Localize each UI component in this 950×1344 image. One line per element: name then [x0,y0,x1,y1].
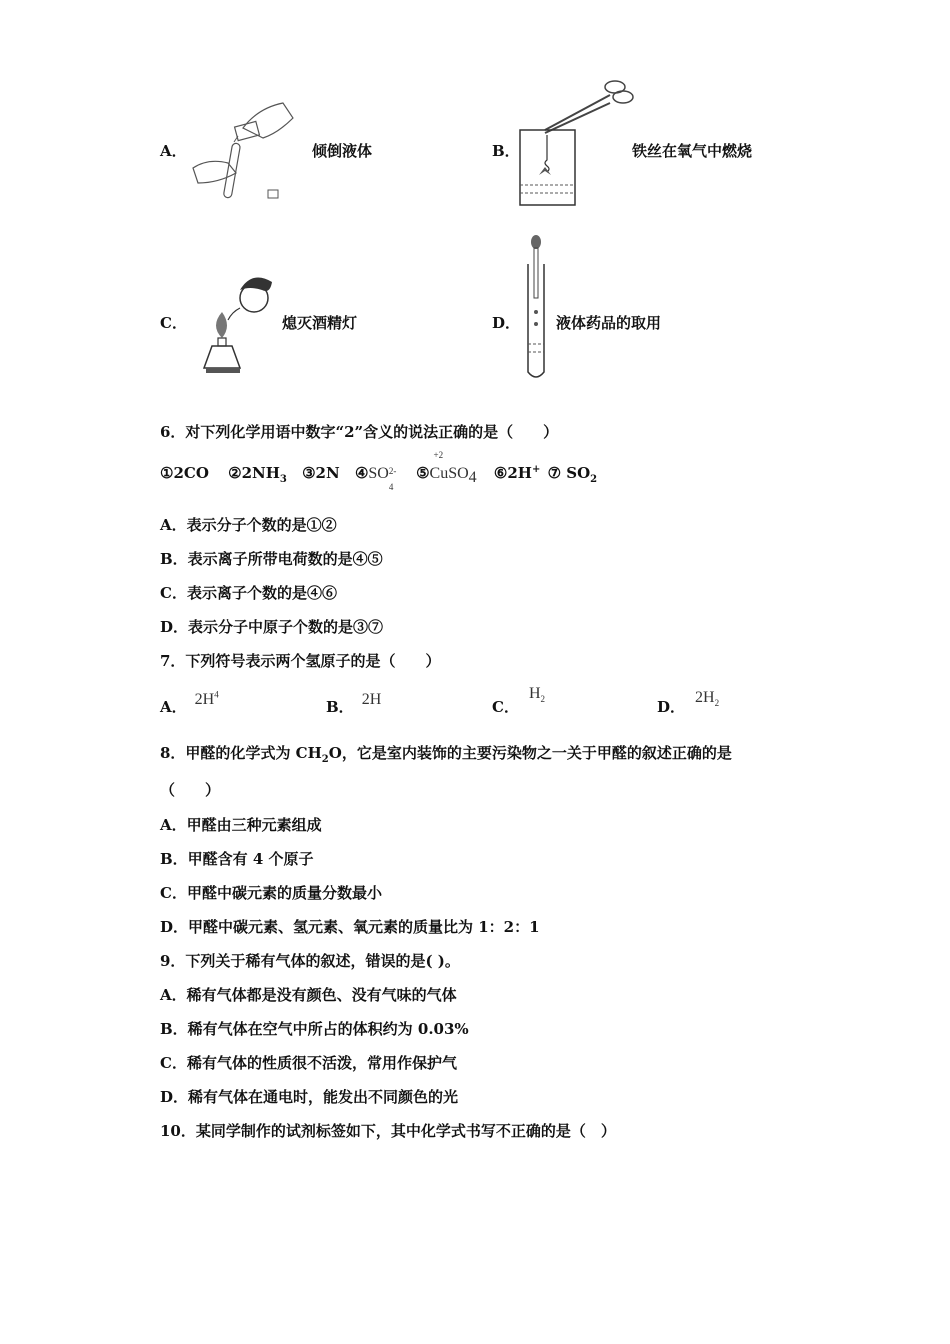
option-d: D．甲醛中碳元素、氢元素、氧元素的质量比为 1：2：1 [160,918,540,936]
symbol-2: $②2NH_3$ [228,464,287,485]
option-d: D．$2H_2$ [657,689,720,716]
symbol-1: ①2CO [160,464,209,482]
option-a: A．表示分子个数的是①② [160,516,337,534]
option-a: A．甲醛由三种元素组成 [160,816,322,834]
option-letter: C． [160,314,187,332]
option-c: C．表示离子个数的是④⑥ [160,584,337,602]
chemical-symbols-row [160,450,598,492]
option-c: C．稀有气体的性质很不活泼，常用作保护气 [160,1054,457,1072]
symbol-7: ⑦ $SO_2$ [547,464,598,485]
answer-parentheses: （ ） [160,781,221,799]
option-letter: B． [492,142,520,160]
symbol-5: ⑤ +2 CuSO$_4$ [416,450,477,486]
option-b: B． 2H [326,691,382,716]
option-b: B．甲醛含有 4 个原子 [160,850,314,868]
symbol-3: ③2N [302,464,340,482]
iron-wire-burning-figure [515,75,635,210]
option-c: C．甲醛中碳元素的质量分数最小 [160,884,382,902]
option-caption: 倾倒液体 [312,142,373,160]
question-stem: 10．某同学制作的试剂标签如下，其中化学式书写不正确的是（ ） [160,1122,616,1140]
dropper-test-tube-figure [522,234,552,382]
option-caption: 液体药品的取用 [556,314,662,332]
symbol-6: ⑥2H+ [493,464,541,482]
blowing-alcohol-lamp-figure [192,268,282,378]
option-caption: 熄灭酒精灯 [282,314,358,332]
option-c: C．$H_2$ [492,685,546,716]
pouring-liquid-figure [188,98,298,203]
symbol-4: ④SO 2- 4 [354,464,397,492]
question-stem: 7．下列符号表示两个氢原子的是（ ） [160,652,441,670]
option-b: B．表示离子所带电荷数的是④⑤ [160,550,383,568]
option-a: A． $2H^4$ [160,689,219,716]
option-d: D．稀有气体在通电时，能发出不同颜色的光 [160,1088,459,1106]
option-letter: D． [492,314,521,332]
option-b: B．稀有气体在空气中所占的体积约为 0.03% [160,1020,469,1038]
question-stem: 8．甲醛的化学式为 $CH_2O$，它是室内装饰的主要污染物之一关于甲醛的叙述正确的是 [160,744,732,765]
option-d: D．表示分子中原子个数的是③⑦ [160,618,384,636]
option-a: A．稀有气体都是没有颜色、没有气味的气体 [160,986,457,1004]
question-stem: 9．下列关于稀有气体的叙述，错误的是( )。 [160,952,460,970]
option-caption: 铁丝在氧气中燃烧 [632,142,753,160]
option-letter: A． [160,142,187,160]
question-stem: 6．对下列化学用语中数字“2”含义的说法正确的是（ ） [160,423,559,441]
